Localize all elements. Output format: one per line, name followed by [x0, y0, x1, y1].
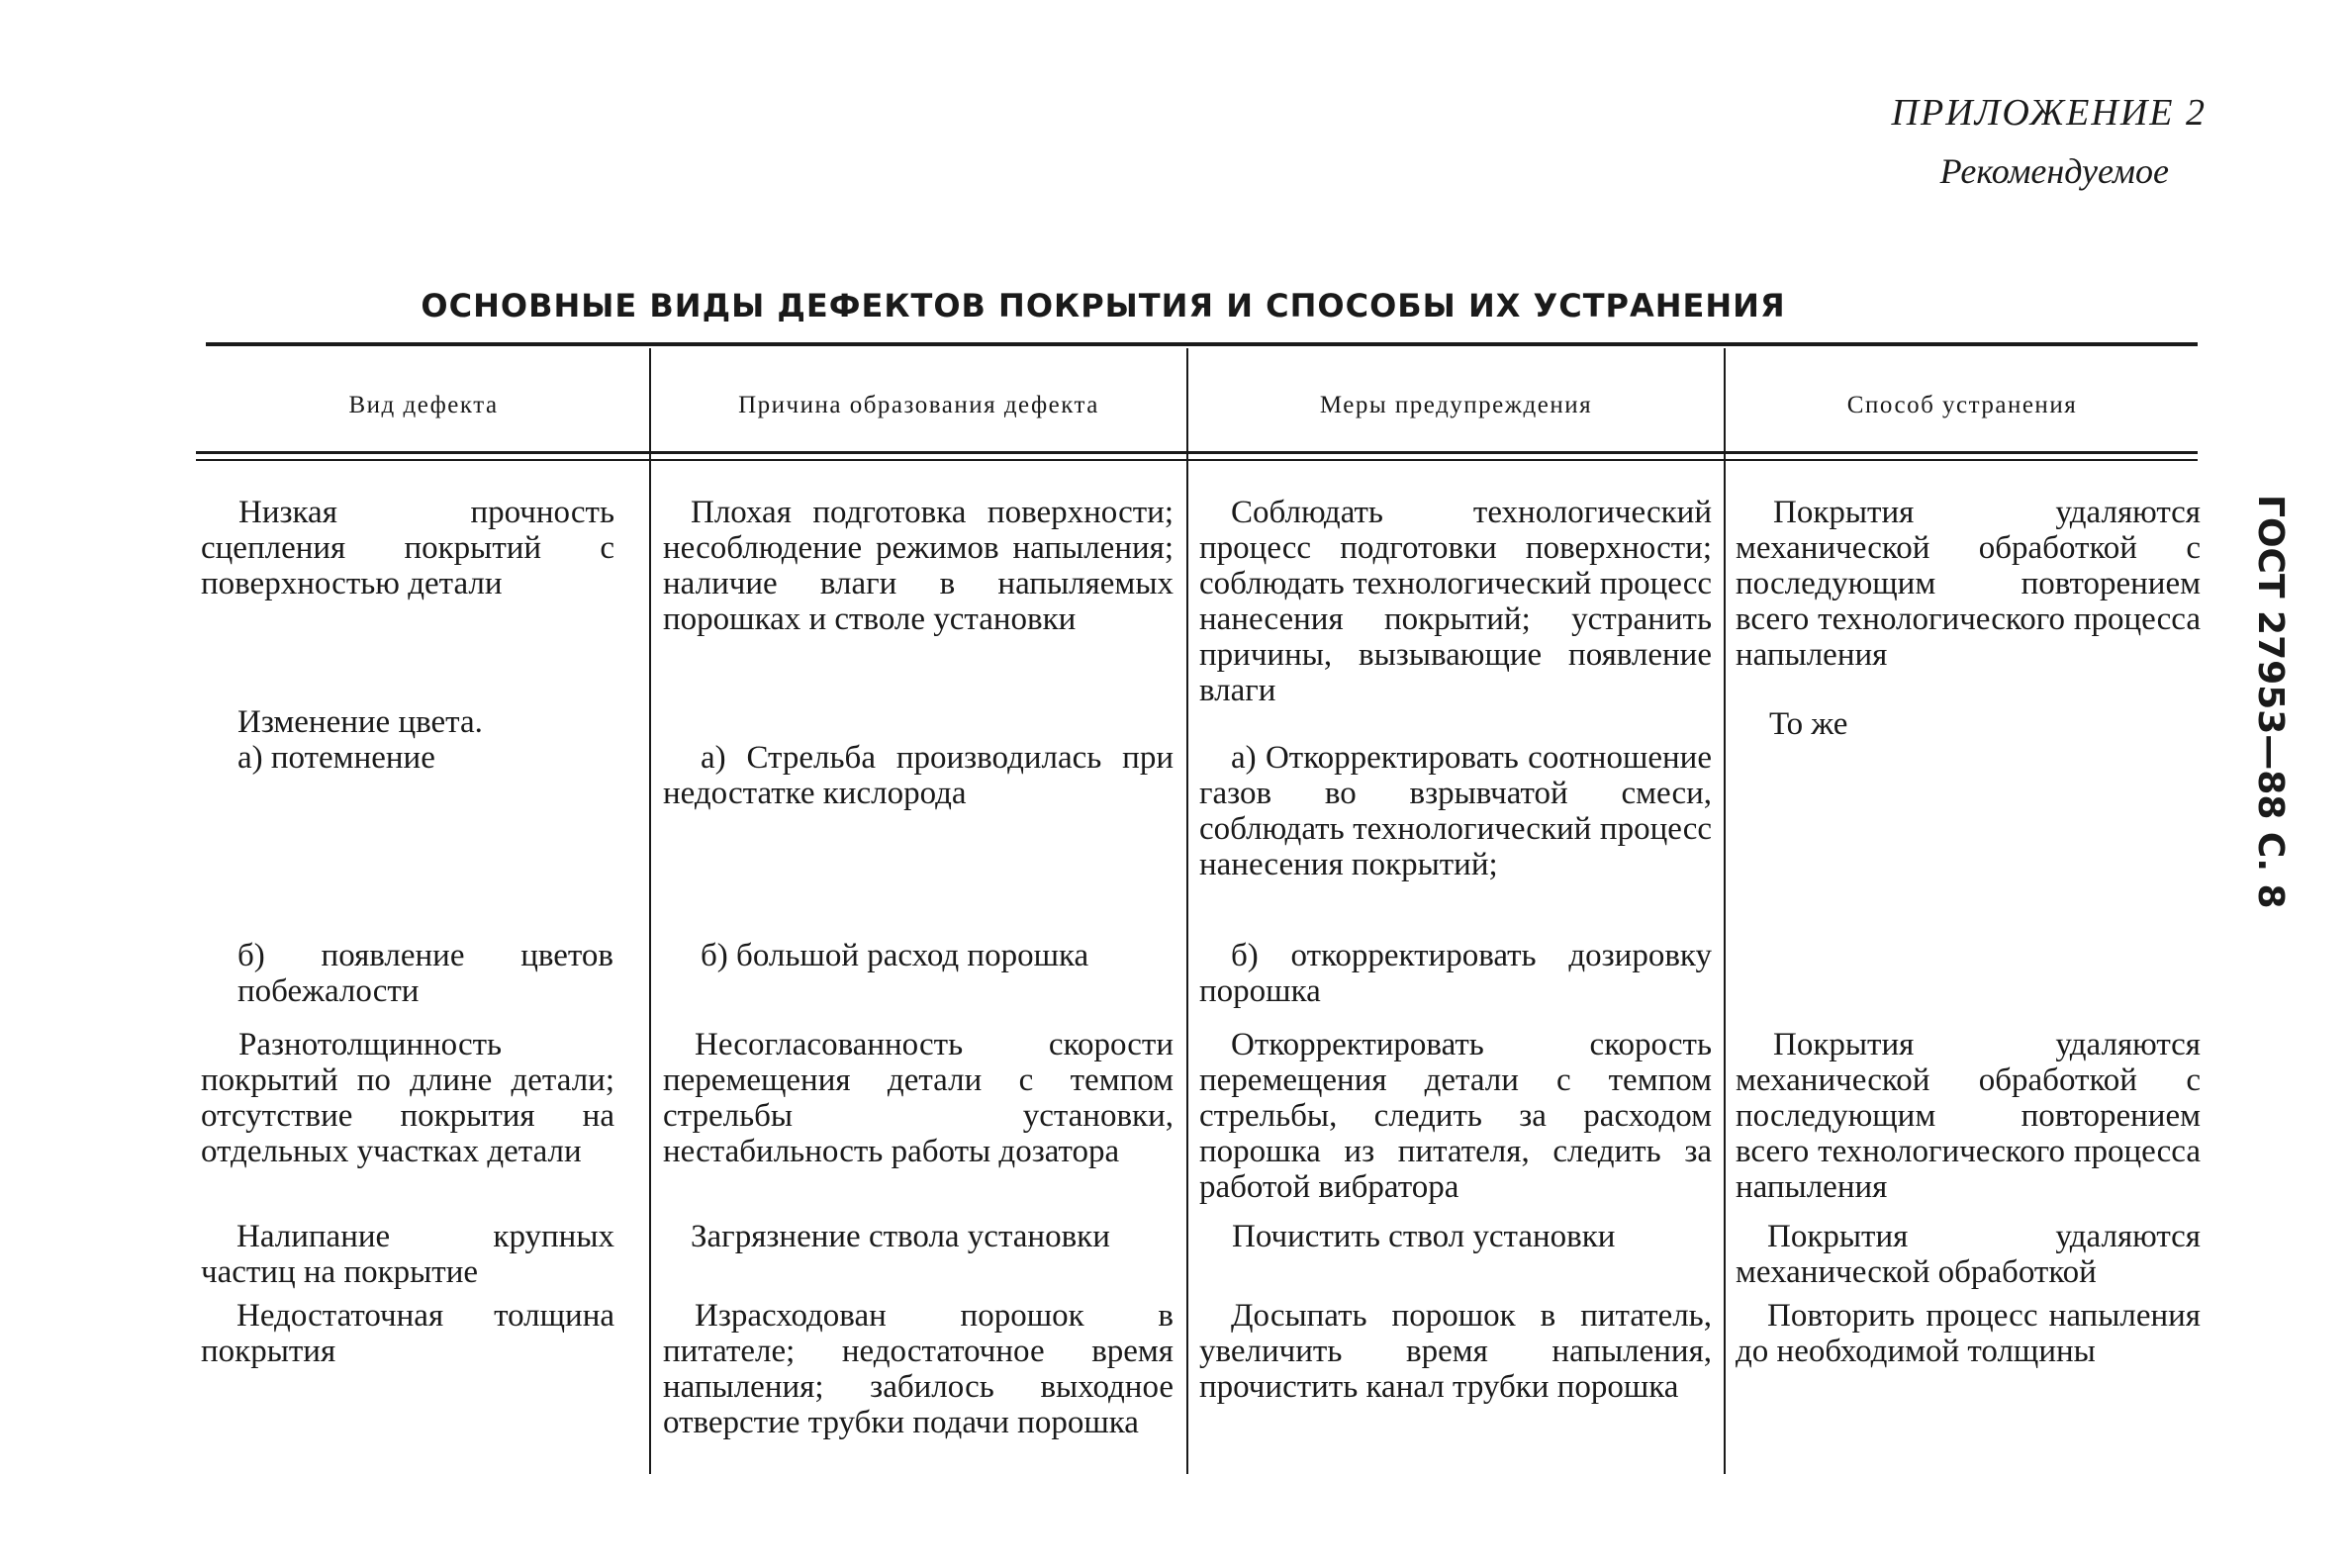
- row-4-prevention: Откорректировать скорость перемещения детали с темпом стрельбы, следить за расходом порошка из питателя, следить за работой вибратора: [1199, 1027, 1712, 1205]
- column-divider: [649, 348, 651, 1474]
- row-5-remedy: Покрытия удаляются механической обработкой: [1736, 1219, 2201, 1290]
- row-1-defect: Изменение цвета.: [237, 704, 483, 740]
- row-6-cause: Израсходован порошок в питателе; недостаточное время напыления; забилось выходное отверстие трубки подачи порошка: [663, 1298, 1174, 1440]
- row-3-cause: б) большой расход порошка: [701, 938, 1089, 973]
- row-3-defect: б) появление цветов побежалости: [237, 938, 613, 1009]
- appendix-subtitle: Рекомендуемое: [1939, 151, 2169, 191]
- row-0-remedy: Покрытия удаляются механической обработкой с последующим повторением всего технологического процесса напыления: [1736, 495, 2201, 673]
- row-5-defect: Налипание крупных частиц на покрытие: [201, 1219, 614, 1290]
- side-page-label: ГОСТ 27953—88 С. 8: [2250, 495, 2291, 909]
- appendix-block: [1892, 91, 2207, 192]
- row-6-defect: Недостаточная толщина покрытия: [201, 1298, 614, 1369]
- row-6-prevention: Досыпать порошок в питатель, увеличить время напыления, прочистить канал трубки порошка: [1199, 1298, 1712, 1405]
- row-2-cause: а) Стрельба производилась при недостатке кислорода: [663, 740, 1174, 811]
- row-4-defect: Разнотолщинность покрытий по длине детали; отсутствие покрытия на отдельных участках детали: [201, 1027, 614, 1169]
- row-2-prevention: а) Откорректировать соотношение газов во взрывчатой смеси, соблюдать технологический процесс нанесения покрытий;: [1199, 740, 1712, 882]
- table-header-rule: [196, 451, 2198, 461]
- row-4-cause: Несогласованность скорости перемещения детали с темпом стрельбы установки, нестабильность работы дозатора: [663, 1027, 1174, 1169]
- row-4-remedy: Покрытия удаляются механической обработкой с последующим повторением всего технологического процесса напыления: [1736, 1027, 2201, 1205]
- row-6-remedy: Повторить процесс напыления до необходимой толщины: [1736, 1298, 2201, 1369]
- row-0-defect: Низкая прочность сцепления покрытий с поверхностью детали: [201, 495, 614, 601]
- row-3-prevention: б) откорректировать дозировку порошка: [1199, 938, 1712, 1009]
- row-1-remedy: То же: [1769, 706, 1848, 742]
- row-5-prevention: Почистить ствол установки: [1232, 1219, 1616, 1254]
- row-0-cause: Плохая подготовка поверхности; несоблюдение режимов напыления; наличие влаги в напыляемых порошках и стволе установки: [663, 495, 1174, 637]
- appendix-title: ПРИЛОЖЕНИЕ 2: [1891, 92, 2207, 134]
- column-divider: [1186, 348, 1188, 1474]
- row-2-defect: а) потемнение: [237, 740, 435, 776]
- table-top-rule: [206, 342, 2198, 346]
- header-cause: Причина образования дефекта: [738, 392, 1099, 418]
- header-prevention: Меры предупреждения: [1319, 392, 1593, 418]
- document-title: ОСНОВНЫЕ ВИДЫ ДЕФЕКТОВ ПОКРЫТИЯ И СПОСОБЫ ИХ УСТРАНЕНИЯ: [421, 287, 1786, 324]
- row-0-prevention: Соблюдать технологический процесс подготовки поверхности; соблюдать технологический процесс нанесения покрытий; устранить причины, вызывающие появление влаги: [1199, 495, 1712, 708]
- header-defect-type: Вид дефекта: [348, 392, 499, 418]
- header-remedy: Способ устранения: [1846, 392, 2078, 418]
- row-5-cause: Загрязнение ствола установки: [691, 1219, 1110, 1254]
- column-divider: [1724, 348, 1726, 1474]
